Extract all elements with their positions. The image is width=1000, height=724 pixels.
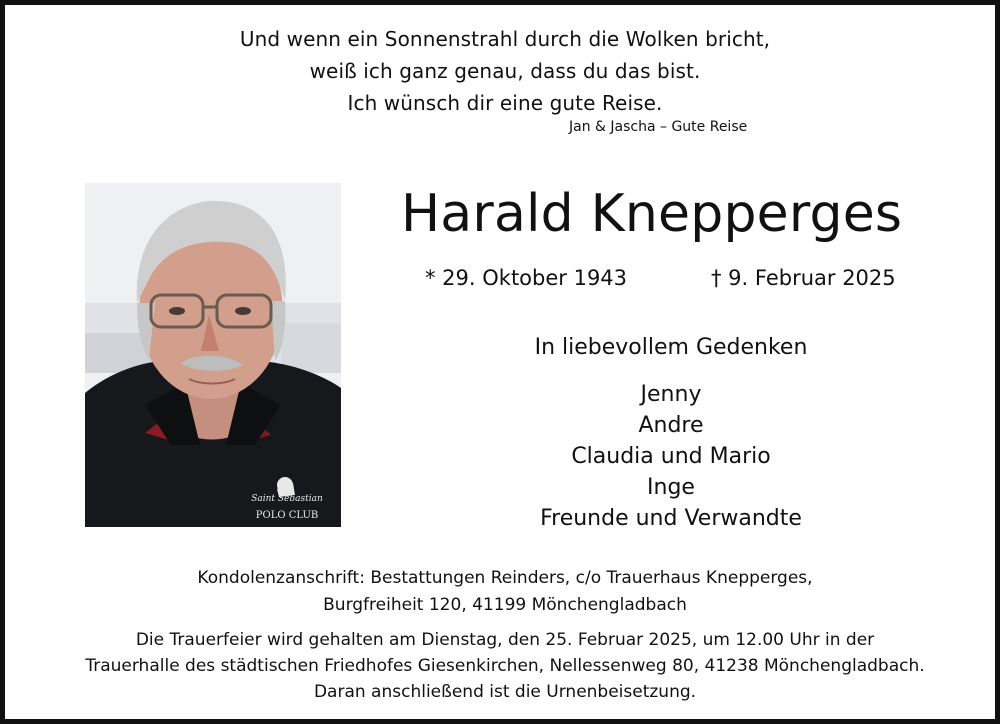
ceremony-info (5, 627, 1000, 705)
condolence-line: Burgfreiheit 120, 41199 Mönchengladbach (323, 595, 687, 615)
condolence-line: Kondolenzanschrift: Bestattungen Reinders, c/o Trauerhaus Knepperges, (197, 568, 813, 588)
mourner: Inge (647, 475, 695, 500)
mourner: Claudia und Mario (571, 444, 771, 469)
poem-line: weiß ich ganz genau, dass du das bist. (309, 59, 701, 83)
deceased-name: Harald Knepperges (401, 184, 903, 244)
mourner: Jenny (640, 382, 702, 407)
condolence-address (5, 565, 1000, 619)
poem-line: Und wenn ein Sonnenstrahl durch die Wolken bricht, (239, 27, 771, 51)
poem (5, 23, 1000, 119)
shirt-text: POLO CLUB (255, 510, 319, 521)
portrait-photo (85, 183, 341, 527)
poem-credit: Jan & Jascha – Gute Reise (569, 119, 748, 135)
shirt-script-text: Saint Sebastian (251, 494, 323, 504)
mourner: Andre (638, 413, 704, 438)
portrait-illustration (85, 183, 341, 527)
ceremony-line: Trauerhalle des städtischen Friedhofes Giesenkirchen, Nellessenweg 80, 41238 Mönchengladbach. (85, 656, 925, 676)
remembrance-heading: In liebevollem Gedenken (534, 335, 808, 360)
poem-line: Ich wünsch dir eine gute Reise. (347, 91, 663, 115)
birth-date: * 29. Oktober 1943 (425, 266, 628, 290)
ceremony-line: Die Trauerfeier wird gehalten am Dienstag, den 25. Februar 2025, um 12.00 Uhr in der (135, 630, 875, 650)
mourner: Freunde und Verwandte (540, 506, 802, 531)
mourners-list (401, 379, 941, 534)
ceremony-line: Daran anschließend ist die Urnenbeisetzung. (313, 682, 697, 702)
death-date: † 9. Februar 2025 (711, 266, 896, 290)
